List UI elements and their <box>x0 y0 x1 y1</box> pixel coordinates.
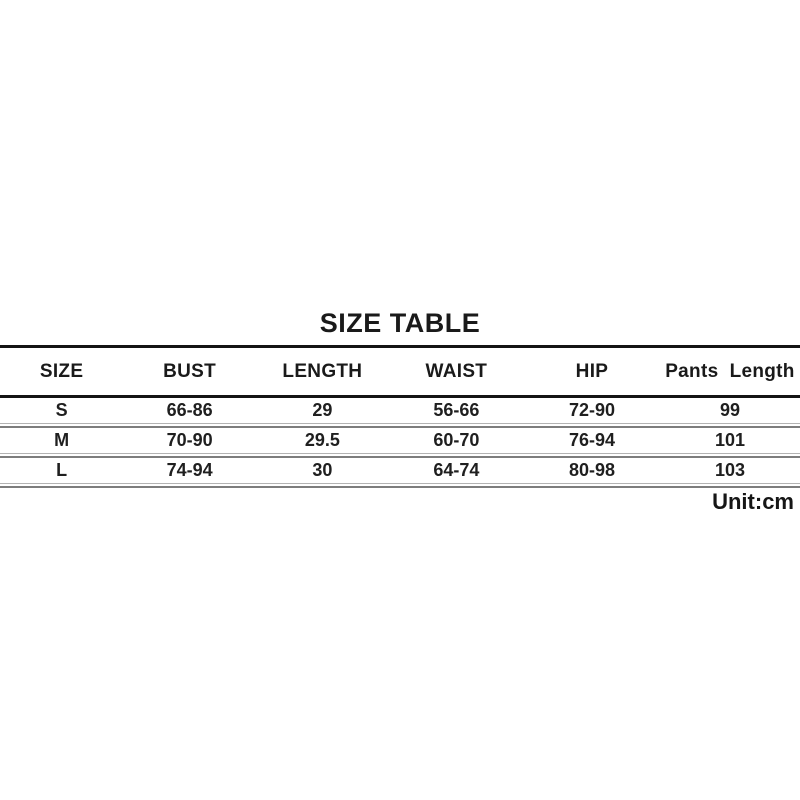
cell-hip: 72-90 <box>568 400 615 420</box>
cell-waist: 60-70 <box>433 430 480 450</box>
cell-length: 29 <box>312 400 333 420</box>
cell-bust: 74-94 <box>166 460 213 480</box>
cell-pants-length: 99 <box>719 400 740 420</box>
row-separator <box>0 483 800 488</box>
cell-pants-length: 101 <box>714 430 745 450</box>
cell-bust: 66-86 <box>166 400 213 420</box>
table-row-size-m <box>0 428 800 453</box>
column-header-length: LENGTH <box>282 360 363 382</box>
cell-length: 29.5 <box>304 430 340 450</box>
cell-pants-length: 103 <box>714 460 745 480</box>
table-row-size-s <box>0 398 800 423</box>
cell-length: 30 <box>312 460 333 480</box>
column-header-hip: HIP <box>575 360 609 382</box>
column-header-size: SIZE <box>39 360 84 382</box>
size-table-title: SIZE TABLE <box>319 308 481 338</box>
unit-label: Unit:cm <box>712 489 794 514</box>
table-header-row <box>0 348 800 398</box>
cell-bust: 70-90 <box>166 430 213 450</box>
table-row-size-l <box>0 458 800 483</box>
cell-waist: 64-74 <box>433 460 480 480</box>
column-header-pants-length: Pants Length <box>665 360 795 382</box>
cell-hip: 76-94 <box>568 430 615 450</box>
cell-hip: 80-98 <box>568 460 615 480</box>
column-header-bust: BUST <box>163 360 217 382</box>
cell-waist: 56-66 <box>433 400 480 420</box>
cell-size: S <box>55 400 68 420</box>
column-header-waist: WAIST <box>425 360 488 382</box>
cell-size: M <box>54 430 70 450</box>
cell-size: L <box>56 460 68 480</box>
